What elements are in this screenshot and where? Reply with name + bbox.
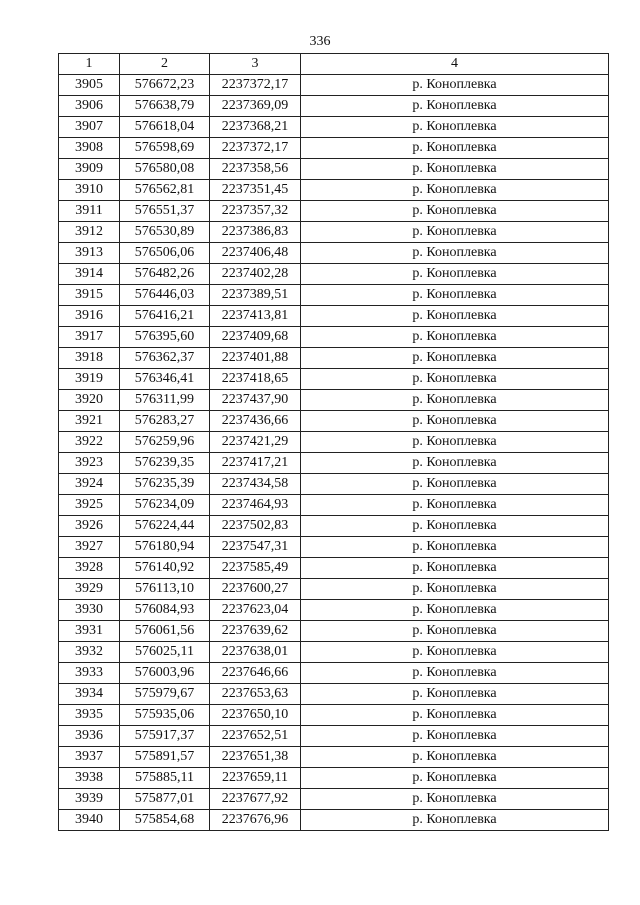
table-row bbox=[59, 264, 609, 285]
x-coordinate-cell: 576346,41 bbox=[120, 369, 210, 390]
x-coordinate-cell: 576224,44 bbox=[120, 516, 210, 537]
y-coordinate-cell: 2237646,66 bbox=[210, 663, 301, 684]
x-coordinate-cell: 575917,37 bbox=[120, 726, 210, 747]
y-coordinate-cell: 2237434,58 bbox=[210, 474, 301, 495]
table-row bbox=[59, 369, 609, 390]
x-coordinate-cell: 576113,10 bbox=[120, 579, 210, 600]
location-cell: р. Коноплевка bbox=[301, 327, 609, 348]
point-number-cell: 3926 bbox=[59, 516, 120, 537]
table-row bbox=[59, 243, 609, 264]
location-cell: р. Коноплевка bbox=[301, 390, 609, 411]
table-row bbox=[59, 96, 609, 117]
point-number-cell: 3937 bbox=[59, 747, 120, 768]
y-coordinate-cell: 2237358,56 bbox=[210, 159, 301, 180]
y-coordinate-cell: 2237676,96 bbox=[210, 810, 301, 831]
x-coordinate-cell: 576618,04 bbox=[120, 117, 210, 138]
location-cell: р. Коноплевка bbox=[301, 621, 609, 642]
x-coordinate-cell: 576562,81 bbox=[120, 180, 210, 201]
location-cell: р. Коноплевка bbox=[301, 663, 609, 684]
y-coordinate-cell: 2237421,29 bbox=[210, 432, 301, 453]
table-row bbox=[59, 684, 609, 705]
location-cell: р. Коноплевка bbox=[301, 474, 609, 495]
table-row bbox=[59, 453, 609, 474]
x-coordinate-cell: 576530,89 bbox=[120, 222, 210, 243]
x-coordinate-cell: 576239,35 bbox=[120, 453, 210, 474]
x-coordinate-cell: 576580,08 bbox=[120, 159, 210, 180]
y-coordinate-cell: 2237653,63 bbox=[210, 684, 301, 705]
location-cell: р. Коноплевка bbox=[301, 159, 609, 180]
table-row bbox=[59, 75, 609, 96]
location-cell: р. Коноплевка bbox=[301, 600, 609, 621]
y-coordinate-cell: 2237413,81 bbox=[210, 306, 301, 327]
x-coordinate-cell: 576084,93 bbox=[120, 600, 210, 621]
table-row bbox=[59, 663, 609, 684]
table-row bbox=[59, 516, 609, 537]
location-cell: р. Коноплевка bbox=[301, 684, 609, 705]
location-cell: р. Коноплевка bbox=[301, 117, 609, 138]
point-number-cell: 3905 bbox=[59, 75, 120, 96]
column-header-3: 3 bbox=[210, 54, 301, 75]
point-number-cell: 3908 bbox=[59, 138, 120, 159]
location-cell: р. Коноплевка bbox=[301, 306, 609, 327]
y-coordinate-cell: 2237650,10 bbox=[210, 705, 301, 726]
location-cell: р. Коноплевка bbox=[301, 432, 609, 453]
location-cell: р. Коноплевка bbox=[301, 264, 609, 285]
location-cell: р. Коноплевка bbox=[301, 222, 609, 243]
table-row bbox=[59, 558, 609, 579]
point-number-cell: 3930 bbox=[59, 600, 120, 621]
y-coordinate-cell: 2237401,88 bbox=[210, 348, 301, 369]
point-number-cell: 3929 bbox=[59, 579, 120, 600]
location-cell: р. Коноплевка bbox=[301, 495, 609, 516]
y-coordinate-cell: 2237437,90 bbox=[210, 390, 301, 411]
header-row bbox=[59, 54, 609, 75]
table-row bbox=[59, 306, 609, 327]
x-coordinate-cell: 576416,21 bbox=[120, 306, 210, 327]
x-coordinate-cell: 576259,96 bbox=[120, 432, 210, 453]
table-row bbox=[59, 789, 609, 810]
point-number-cell: 3917 bbox=[59, 327, 120, 348]
location-cell: р. Коноплевка bbox=[301, 201, 609, 222]
point-number-cell: 3940 bbox=[59, 810, 120, 831]
location-cell: р. Коноплевка bbox=[301, 747, 609, 768]
location-cell: р. Коноплевка bbox=[301, 537, 609, 558]
table-row bbox=[59, 537, 609, 558]
x-coordinate-cell: 576551,37 bbox=[120, 201, 210, 222]
table-row bbox=[59, 747, 609, 768]
y-coordinate-cell: 2237652,51 bbox=[210, 726, 301, 747]
point-number-cell: 3916 bbox=[59, 306, 120, 327]
x-coordinate-cell: 575854,68 bbox=[120, 810, 210, 831]
y-coordinate-cell: 2237502,83 bbox=[210, 516, 301, 537]
table-row bbox=[59, 600, 609, 621]
x-coordinate-cell: 575891,57 bbox=[120, 747, 210, 768]
point-number-cell: 3928 bbox=[59, 558, 120, 579]
x-coordinate-cell: 576482,26 bbox=[120, 264, 210, 285]
point-number-cell: 3911 bbox=[59, 201, 120, 222]
y-coordinate-cell: 2237406,48 bbox=[210, 243, 301, 264]
point-number-cell: 3933 bbox=[59, 663, 120, 684]
table-row bbox=[59, 201, 609, 222]
y-coordinate-cell: 2237372,17 bbox=[210, 138, 301, 159]
location-cell: р. Коноплевка bbox=[301, 768, 609, 789]
table-row bbox=[59, 768, 609, 789]
table-row bbox=[59, 348, 609, 369]
column-header-1: 1 bbox=[59, 54, 120, 75]
location-cell: р. Коноплевка bbox=[301, 789, 609, 810]
table-row bbox=[59, 327, 609, 348]
table-row bbox=[59, 621, 609, 642]
x-coordinate-cell: 576638,79 bbox=[120, 96, 210, 117]
point-number-cell: 3939 bbox=[59, 789, 120, 810]
table-row bbox=[59, 726, 609, 747]
location-cell: р. Коноплевка bbox=[301, 285, 609, 306]
y-coordinate-cell: 2237547,31 bbox=[210, 537, 301, 558]
x-coordinate-cell: 576180,94 bbox=[120, 537, 210, 558]
point-number-cell: 3932 bbox=[59, 642, 120, 663]
x-coordinate-cell: 575979,67 bbox=[120, 684, 210, 705]
point-number-cell: 3927 bbox=[59, 537, 120, 558]
location-cell: р. Коноплевка bbox=[301, 453, 609, 474]
point-number-cell: 3936 bbox=[59, 726, 120, 747]
table-row bbox=[59, 642, 609, 663]
page-number: 336 bbox=[309, 34, 331, 49]
x-coordinate-cell: 576311,99 bbox=[120, 390, 210, 411]
y-coordinate-cell: 2237389,51 bbox=[210, 285, 301, 306]
x-coordinate-cell: 576672,23 bbox=[120, 75, 210, 96]
point-number-cell: 3921 bbox=[59, 411, 120, 432]
table-row bbox=[59, 495, 609, 516]
table-row bbox=[59, 138, 609, 159]
location-cell: р. Коноплевка bbox=[301, 558, 609, 579]
location-cell: р. Коноплевка bbox=[301, 75, 609, 96]
x-coordinate-cell: 576506,06 bbox=[120, 243, 210, 264]
point-number-cell: 3934 bbox=[59, 684, 120, 705]
table-row bbox=[59, 411, 609, 432]
point-number-cell: 3920 bbox=[59, 390, 120, 411]
table-row bbox=[59, 432, 609, 453]
x-coordinate-cell: 576395,60 bbox=[120, 327, 210, 348]
y-coordinate-cell: 2237659,11 bbox=[210, 768, 301, 789]
x-coordinate-cell: 576140,92 bbox=[120, 558, 210, 579]
x-coordinate-cell: 575935,06 bbox=[120, 705, 210, 726]
location-cell: р. Коноплевка bbox=[301, 705, 609, 726]
point-number-cell: 3909 bbox=[59, 159, 120, 180]
x-coordinate-cell: 575885,11 bbox=[120, 768, 210, 789]
x-coordinate-cell: 576003,96 bbox=[120, 663, 210, 684]
location-cell: р. Коноплевка bbox=[301, 579, 609, 600]
point-number-cell: 3918 bbox=[59, 348, 120, 369]
point-number-cell: 3919 bbox=[59, 369, 120, 390]
point-number-cell: 3925 bbox=[59, 495, 120, 516]
y-coordinate-cell: 2237436,66 bbox=[210, 411, 301, 432]
table-row bbox=[59, 390, 609, 411]
location-cell: р. Коноплевка bbox=[301, 516, 609, 537]
table-row bbox=[59, 705, 609, 726]
location-cell: р. Коноплевка bbox=[301, 642, 609, 663]
table-header bbox=[59, 54, 609, 75]
location-cell: р. Коноплевка bbox=[301, 138, 609, 159]
column-header-4: 4 bbox=[301, 54, 609, 75]
y-coordinate-cell: 2237372,17 bbox=[210, 75, 301, 96]
y-coordinate-cell: 2237368,21 bbox=[210, 117, 301, 138]
point-number-cell: 3915 bbox=[59, 285, 120, 306]
point-number-cell: 3938 bbox=[59, 768, 120, 789]
x-coordinate-cell: 576598,69 bbox=[120, 138, 210, 159]
location-cell: р. Коноплевка bbox=[301, 348, 609, 369]
x-coordinate-cell: 576283,27 bbox=[120, 411, 210, 432]
point-number-cell: 3910 bbox=[59, 180, 120, 201]
y-coordinate-cell: 2237357,32 bbox=[210, 201, 301, 222]
coordinates-table bbox=[58, 53, 609, 831]
location-cell: р. Коноплевка bbox=[301, 243, 609, 264]
y-coordinate-cell: 2237464,93 bbox=[210, 495, 301, 516]
point-number-cell: 3923 bbox=[59, 453, 120, 474]
location-cell: р. Коноплевка bbox=[301, 369, 609, 390]
point-number-cell: 3907 bbox=[59, 117, 120, 138]
point-number-cell: 3931 bbox=[59, 621, 120, 642]
y-coordinate-cell: 2237417,21 bbox=[210, 453, 301, 474]
x-coordinate-cell: 576446,03 bbox=[120, 285, 210, 306]
y-coordinate-cell: 2237402,28 bbox=[210, 264, 301, 285]
location-cell: р. Коноплевка bbox=[301, 180, 609, 201]
table-body bbox=[59, 75, 609, 831]
y-coordinate-cell: 2237638,01 bbox=[210, 642, 301, 663]
point-number-cell: 3906 bbox=[59, 96, 120, 117]
x-coordinate-cell: 575877,01 bbox=[120, 789, 210, 810]
point-number-cell: 3912 bbox=[59, 222, 120, 243]
x-coordinate-cell: 576235,39 bbox=[120, 474, 210, 495]
point-number-cell: 3914 bbox=[59, 264, 120, 285]
point-number-cell: 3922 bbox=[59, 432, 120, 453]
y-coordinate-cell: 2237409,68 bbox=[210, 327, 301, 348]
table-row bbox=[59, 579, 609, 600]
location-cell: р. Коноплевка bbox=[301, 810, 609, 831]
location-cell: р. Коноплевка bbox=[301, 96, 609, 117]
y-coordinate-cell: 2237677,92 bbox=[210, 789, 301, 810]
y-coordinate-cell: 2237623,04 bbox=[210, 600, 301, 621]
point-number-cell: 3913 bbox=[59, 243, 120, 264]
point-number-cell: 3924 bbox=[59, 474, 120, 495]
y-coordinate-cell: 2237369,09 bbox=[210, 96, 301, 117]
x-coordinate-cell: 576234,09 bbox=[120, 495, 210, 516]
x-coordinate-cell: 576362,37 bbox=[120, 348, 210, 369]
x-coordinate-cell: 576061,56 bbox=[120, 621, 210, 642]
table-row bbox=[59, 117, 609, 138]
x-coordinate-cell: 576025,11 bbox=[120, 642, 210, 663]
y-coordinate-cell: 2237651,38 bbox=[210, 747, 301, 768]
location-cell: р. Коноплевка bbox=[301, 726, 609, 747]
column-header-2: 2 bbox=[120, 54, 210, 75]
y-coordinate-cell: 2237639,62 bbox=[210, 621, 301, 642]
table-row bbox=[59, 810, 609, 831]
y-coordinate-cell: 2237386,83 bbox=[210, 222, 301, 243]
table-row bbox=[59, 222, 609, 243]
table-row bbox=[59, 285, 609, 306]
y-coordinate-cell: 2237351,45 bbox=[210, 180, 301, 201]
table-row bbox=[59, 474, 609, 495]
y-coordinate-cell: 2237585,49 bbox=[210, 558, 301, 579]
location-cell: р. Коноплевка bbox=[301, 411, 609, 432]
table-row bbox=[59, 180, 609, 201]
y-coordinate-cell: 2237418,65 bbox=[210, 369, 301, 390]
table-row bbox=[59, 159, 609, 180]
point-number-cell: 3935 bbox=[59, 705, 120, 726]
y-coordinate-cell: 2237600,27 bbox=[210, 579, 301, 600]
